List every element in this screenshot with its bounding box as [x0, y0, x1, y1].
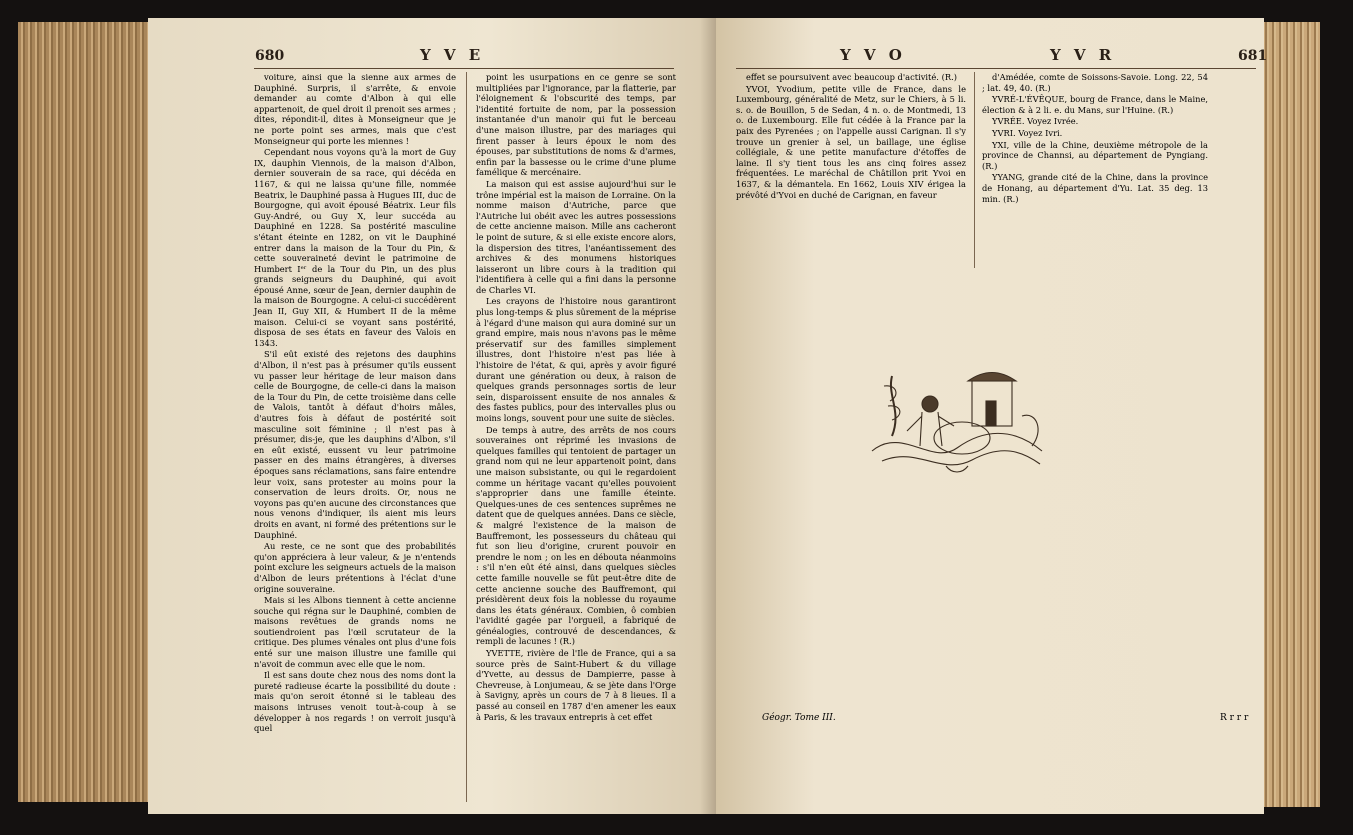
right-column-1 [736, 72, 966, 201]
right-running-head-right: Y V R [1050, 46, 1116, 64]
left-running-head: Y V E [420, 46, 485, 64]
paragraph: YVETTE, rivière de l'Ile de France, qui a sa source près de Saint-Hubert & du village d'Yvette, au dessus de Dampierre, passe à Chevreuse, à Lonjumeau, & se jète dans l'Orge à Savigny, après un cours de 7 à 8 lieues. Il a passé au conseil en 1787 d'en amener les eaux à Paris, & les travaux entrepris à cet effet [476, 648, 676, 722]
engraved-vignette [862, 356, 1052, 481]
paragraph: YVOI, Yvodium, petite ville de France, dans le Luxembourg, généralité de Metz, sur le Chiers, à 5 li. s. o. de Bouillon, 5 de Sedan, 4 n. o. de Montmedi, 13 o. de Luxembourg. Elle fut cédée à la France par la paix des Pyrenées ; on l'appelle aussi Carignan. Il s'y trouve un grenier à sel, un baillage, une église collégiale, & une petite manufacture d'étoffes de laine. Il s'y tient tous les ans cinq foires assez fréquentées. Le maréchal de Châtillon prit Yvoi en 1637, & la démantela. En 1662, Louis XIV érigea la prévôté d'Yvoi en duché de Carignan, en faveur [736, 83, 966, 200]
paragraph: S'il eût existé des rejetons des dauphins d'Albon, il n'est pas à présumer qu'ils eussent vu passer leur héritage de leur maison dans celle de Bourgogne, de celle-ci dans la maison de la Tour du Pin, de cette troisième dans celle de Valois, tantôt à défaut d'hoirs mâles, d'autres fois à défaut de postérité soit masculine soit féminine ; il n'est pas à présumer, dis-je, que les dauphins d'Albon, s'il en eût existé, eussent vu leur patrimoine passer en des mains étrangères, à diverses époques sans réclamations, sans faire entendre leur voix, sans protester au moins pour la conservation de leurs droits. Or, nous ne voyons pas qu'en aucune des circonstances que nous venons d'indiquer, ils aient mis leurs droits en avant, ni formé des prétentions sur le Dauphiné. [254, 349, 456, 540]
left-page-edges [18, 22, 158, 802]
right-column-divider [974, 72, 975, 268]
paragraph: Au reste, ce ne sont que des probabilités qu'on appréciera à leur valeur, & je n'entends point exclure les seigneurs actuels de la maison d'Albon de leurs prétentions à l'éclat d'une origine souveraine. [254, 541, 456, 594]
paragraph: YVRÉ-L'ÉVÊQUE, bourg de France, dans le Maine, élection & à 2 li. e. du Mans, sur l'Huine. (R.) [982, 94, 1208, 115]
paragraph: voiture, ainsi que la sienne aux armes de Dauphiné. Surpris, il s'arrête, & envoie demander au comte d'Albon à qui elle appartenoit, de quel droit il prenoit ses armes ; dites, répondit-il, dites à Monseigneur que je ne porte point ses armes, mais que c'est Monseigneur qui porte les miennes ! [254, 72, 456, 146]
left-column-1 [254, 72, 456, 735]
left-head-rule [254, 68, 674, 69]
left-page-number: 680 [255, 48, 285, 64]
right-running-head-left: Y V O [840, 46, 906, 64]
right-page-edges [1262, 22, 1320, 807]
paragraph: point les usurpations en ce genre se sont multipliées par l'ignorance, par la flatterie, par l'éloignement & l'obscurité des temps, par l'identité fortuite de nom, par la possession instantanée d'un manoir qui fut le berceau d'une maison illustre, par des mariages qui firent passer à leurs époux le nom des épouses, par substitutions de noms & d'armes, enfin par la bassesse ou le crime d'une plume famélique & mercénaire. [476, 72, 676, 178]
paragraph: d'Amédée, comte de Soissons-Savoie. Long. 22, 54 ; lat. 49, 40. (R.) [982, 72, 1208, 93]
paragraph: Il est sans doute chez nous des noms dont la pureté radieuse écarte la possibilité du doute : mais qu'on seroit étonné si le tableau des maisons intruses venoit tout-à-coup à se développer à nos regards ! on verroit jusqu'à quel [254, 670, 456, 734]
footer-volume: Géogr. Tome III. [762, 713, 836, 723]
paragraph: YVRÉE. Voyez Ivrée. [992, 116, 1079, 127]
right-page-number: 681 [1238, 48, 1268, 64]
left-column-divider [466, 72, 467, 802]
paragraph: effet se poursuivent avec beaucoup d'activité. (R.) [746, 72, 957, 82]
paragraph: YYANG, grande cité de la Chine, dans la province de Honang, au département d'Yu. Lat. 35 deg. 13 min. (R.) [982, 172, 1208, 204]
footer-signature: R r r r [1220, 713, 1249, 723]
paragraph: Les crayons de l'histoire nous garantiront plus long-temps & plus sûrement de la méprise à l'égard d'une maison qui aura dominé sur un grand empire, mais nous n'avons pas le même préservatif sur des familles simplement illustres, dont l'histoire n'est pas liée à l'histoire de l'état, & qui, après y avoir figuré durant une génération ou deux, à raison de quelques grands personnages sortis de leur sein, disparoissent ensuite de nos annales & des fastes publics, pour des intervalles plus ou moins longs, souvent pour une suite de siècles. [476, 296, 676, 423]
paragraph: YVRI. Voyez Ivri. [992, 127, 1063, 138]
paragraph: YXI, ville de la Chine, deuxième métropole de la province de Channsi, au département de Pyngiang. (R.) [982, 139, 1208, 171]
paragraph: Mais si les Albons tiennent à cette ancienne souche qui régna sur le Dauphiné, combien de maisons revêtues de grands noms ne soutiendroient pas l'œil scrutateur de la critique. Des plumes vénales ont plus d'une fois enté sur une maison illustre une famille qui n'avoit de commun avec elle que le nom. [254, 595, 456, 669]
right-column-2 [982, 72, 1208, 205]
paragraph: De temps à autre, des arrêts de nos cours souveraines ont réprimé les invasions de quelques familles qui tentoient de partager un grand nom qui ne leur appartenoit point, dans une maison subsistante, ou qui le regardoient comme un héritage vacant qu'elles pouvoient s'approprier dans une famille éteinte. Quelques-unes de ces sentences suprêmes ne datent que de quelques années. Dans ce siècle, & malgré l'existence de la maison de Bauffremont, les possesseurs du château qui fut son lieu d'origine, crurent pouvoir en prendre le nom ; on les en débouta néanmoins : s'il n'en eût été ainsi, dans quelques siècles cette famille nouvelle se fût peut-être dite de cette ancienne souche des Bauffremont, qui présidèrent deux fois la noblesse du royaume dans les états généraux. Combien, ô combien l'avidité gagée par l'orgueil, a fabriqué de généalogies, controuvé de descendances, & rempli de lacunes ! (R.) [476, 424, 676, 647]
right-head-rule [736, 68, 1256, 69]
paragraph: Cependant nous voyons qu'à la mort de Guy IX, dauphin Viennois, de la maison d'Albon, dernier souverain de sa race, qui décéda en 1167, & qui ne laissa qu'une fille, nommée Beatrix, le Dauphiné passa à Hugues III, duc de Bourgogne, qui avoit épousé Béatrix. Leur fils Guy-André, ou Guy X, leur succéda au Dauphiné en 1228. Sa postérité masculine s'étant éteinte en 1282, on vit le Dauphiné entrer dans la maison de la Tour du Pin, & cette souveraineté devint le patrimoine de Humbert Iᵉʳ de la Tour du Pin, un des plus grands seigneurs du Dauphiné, qui avoit épousé Anne, sœur de Jean, dernier dauphin de la maison de Bourgogne. A celui-ci succédèrent Jean II, Guy XII, & Humbert II de la même maison. Celui-ci se voyant sans postérité, disposa de ses états en faveur des Valois en 1343. [254, 147, 456, 348]
paragraph: La maison qui est assise aujourd'hui sur le trône impérial est la maison de Lorraine. On la nomme maison d'Autriche, parce que l'Autriche lui obéit avec les autres possessions de cette ancienne maison. Mille ans cacheront le point de suture, & si elle existe encore alors, la dispersion des titres, l'anéantissement des archives & des monumens historiques laisseront un libre cours à la tradition qui l'identifiera à celle qui a fini dans la personne de Charles VI. [476, 178, 676, 295]
left-column-2 [476, 72, 676, 723]
